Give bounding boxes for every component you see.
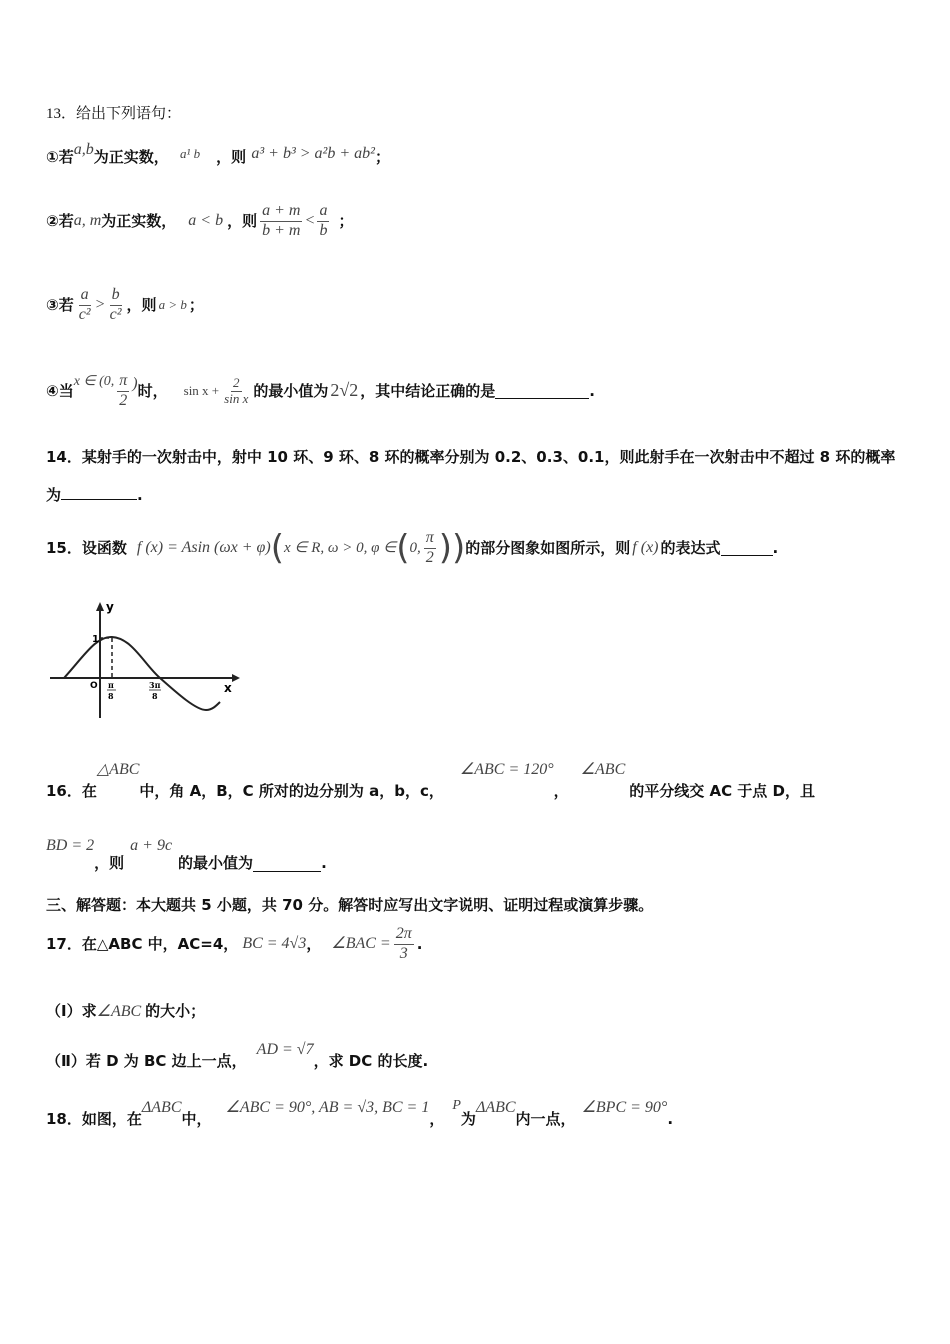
answer-blank[interactable] — [253, 857, 321, 872]
origin-label: O — [90, 681, 98, 691]
q17-part-2: （Ⅱ）若 D 为 BC 边上一点， AD = √7 ，求 DC 的长度. — [46, 1041, 429, 1070]
fraction: $\frac{2\pi}{3}$ — [395, 925, 412, 962]
answer-blank[interactable] — [721, 541, 773, 556]
q13-title: 13．给出下列语句： — [46, 106, 182, 122]
q17-line: 17．在△ABC 中，AC=4， BC = 4√3 ， ∠BAC = $\frac{2\pi}{3}$ . — [46, 925, 423, 962]
tick-pi-8-num: π — [108, 680, 114, 690]
q14-line-1: 14．某射手的一次射击中，射中 10 环、9 环、8 环的概率分别为 0.2、0.3、0.1，则此射手在一次射击中不超过 8 环的概率 — [46, 448, 896, 466]
q13-statement-2: ②若 a, m 为正实数， a < b ，则 $\frac{a + m}{b + m}$ < $\frac{a}{b}$ ； — [46, 202, 354, 239]
sine-graph — [46, 598, 246, 720]
q13-statement-3: ③若 $\frac{a}{\text{c²}}$ > $\frac{b}{\text{c²}}$ ，则 a > b ； — [46, 286, 204, 323]
fraction: $\frac{\pi}{2}$ — [425, 529, 434, 566]
section-3-heading: 三、解答题：本大题共 5 小题，共 70 分。解答时应写出文字说明、证明过程或演算步骤。 — [46, 896, 654, 914]
fraction: $\frac{a}{b}$ — [319, 202, 328, 239]
tick-3pi-8-num: 3π — [149, 680, 161, 690]
fraction: $\frac{a}{\text{c²}}$ — [78, 286, 91, 323]
q13-statement-1: ①若a,b为正实数， a¹ b ，则 a³ + b³ > a²b + ab²； — [46, 141, 390, 166]
answer-blank[interactable] — [495, 384, 589, 399]
y-axis-arrow — [96, 602, 104, 611]
answer-blank[interactable] — [61, 485, 137, 500]
q13-statement-4: ④当 x ∈ (0, $\frac{\pi}{2}$ ) 时， sin x + $\frac{2}{\text{sin x}}$ 的最小值为 2√2 ，其中结论正确的是 . — [46, 372, 595, 409]
q18-line: 18．如图，在 ΔABC 中， ∠ABC = 90°, AB = √3, BC = 1 ， P 为 ΔABC 内一点， ∠BPC = 90° . — [46, 1098, 674, 1128]
q17-part-1: （Ⅰ）求∠ABC 的大小； — [46, 1002, 206, 1020]
q16-line-2: BD = 2 ，则 a + 9c 的最小值为 . — [46, 837, 327, 872]
x-label: x — [224, 681, 232, 695]
fraction: $\frac{a + m}{b + m}$ — [262, 202, 301, 239]
y-label: y — [106, 600, 114, 614]
fraction: $\frac{2}{\text{sin x}}$ — [224, 374, 249, 406]
q14-line-2: 为 . — [46, 486, 143, 504]
fraction: $\frac{b}{\text{c²}}$ — [109, 286, 122, 323]
sine-curve — [64, 637, 220, 710]
q16-line-1: 16．在 △ABC 中，角 A，B，C 所对的边分别为 a，b，c， ∠ABC = 120° ， ∠ABC 的平分线交 AC 于点 D，且 — [46, 761, 815, 800]
y-tick-1: 1 — [92, 634, 99, 645]
q15-line: 15．设函数 f (x) = Asin (ωx + φ) ( x ∈ R, ω > 0, φ ∈ ( 0, $\frac{\pi}{2}$ ) ) 的部分图象如图所示，则 f (x) 的表达式 . — [46, 527, 779, 568]
tick-pi-8-den: 8 — [108, 691, 114, 701]
tick-3pi-8-den: 8 — [152, 691, 158, 701]
x-axis-arrow — [232, 674, 240, 682]
fraction: $\frac{\pi}{2}$ — [119, 372, 128, 409]
